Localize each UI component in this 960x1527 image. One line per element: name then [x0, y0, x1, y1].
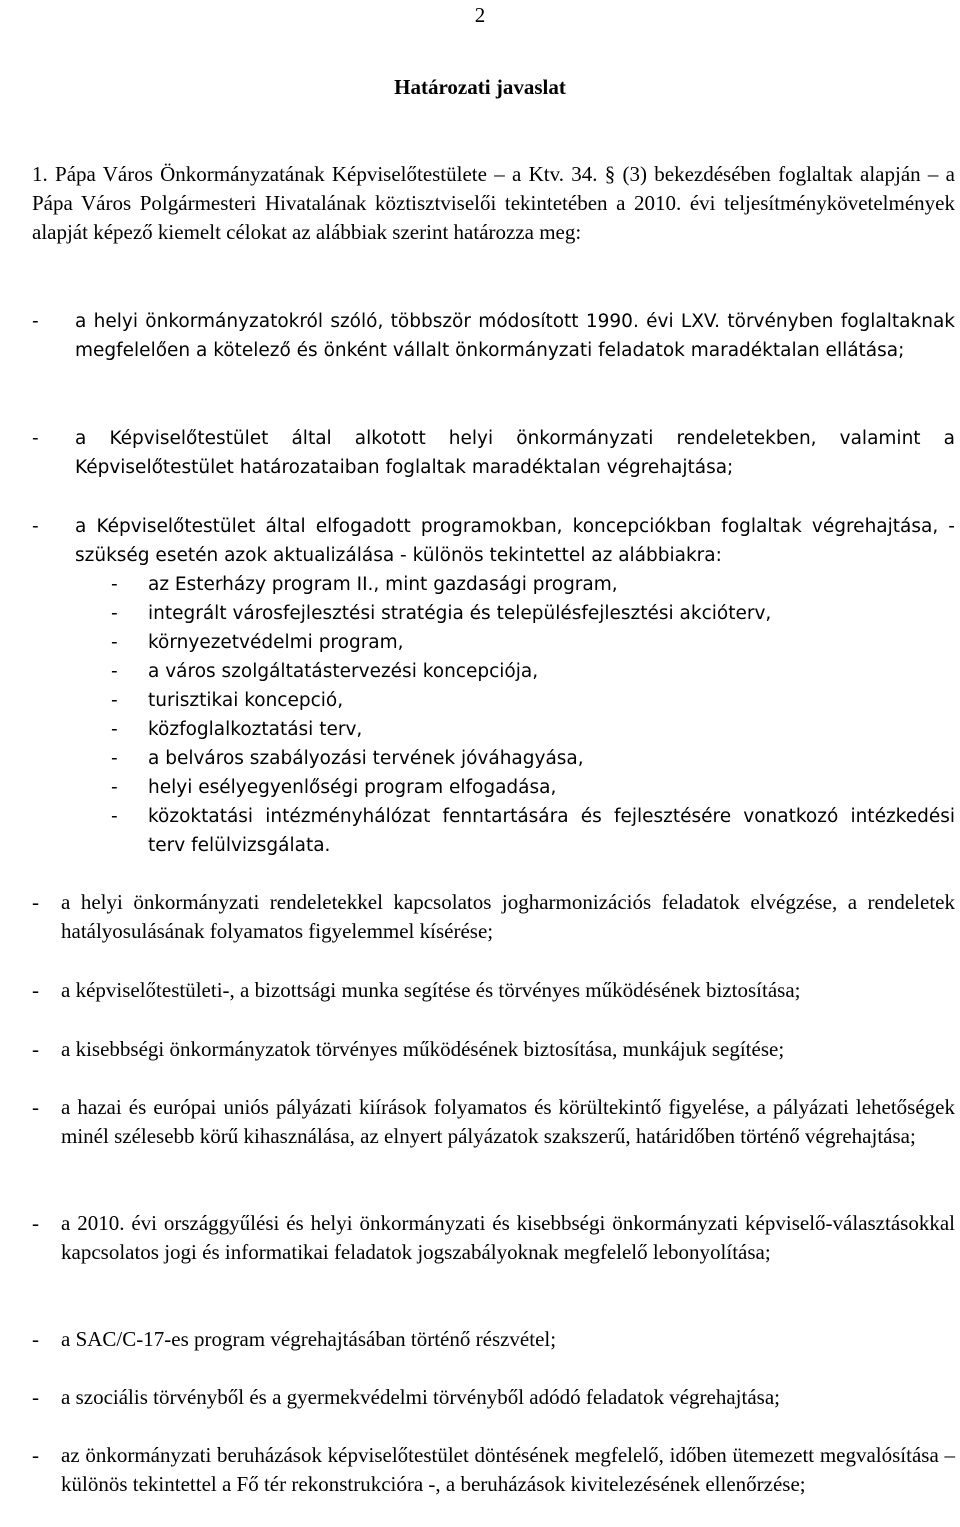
list-dash: - [32, 428, 39, 449]
sub-dash: - [111, 574, 118, 595]
sub-item-text: közoktatási intézményhálózat fenntartására és fejlesztésére vonatkozó intézkedési terv felülvizsgálata. [148, 806, 955, 856]
list-item [32, 1035, 955, 1064]
list-item-text: a hazai és európai uniós pályázati kiírások folyamatos és körültekintő figyelése, a pályázati lehetőségek minél szélesebb körű kihasználása, az elnyert pályázatok szakszerű, határidőben történő végrehajtása; [61, 1095, 955, 1148]
sub-item-text: a város szolgáltatástervezési koncepciója, [148, 661, 539, 682]
list-dash: - [32, 311, 39, 332]
intro-text: Pápa Város Önkormányzatának Képviselőtestülete – a Ktv. 34. § (3) bekezdésében foglaltak alapján – a Pápa Város Polgármesteri Hivatalának köztisztviselői tekintetében a 2010. évi teljesítménykövetelmények alapját képező kiemelt célokat az alábbiak szerint határozza meg: [32, 162, 955, 244]
list-dash: - [32, 1327, 39, 1351]
list-item-text: a Képviselőtestület által elfogadott programokban, koncepciókban foglaltak végrehajtása, - szükség esetén azok aktualizálása - különös tekintettel az alábbiakra: [75, 516, 955, 566]
list-item-text: a szociális törvényből és a gyermekvédelmi törvényből adódó feladatok végrehajtása; [61, 1385, 780, 1409]
sub-list-item [111, 628, 955, 657]
list-item [32, 1441, 955, 1499]
list-item-text: a 2010. évi országgyűlési és helyi önkormányzati és kisebbségi önkormányzati képviselő-választásokkal kapcsolatos jogi és informatikai feladatok jogszabályoknak megfelelő lebonyolítása; [61, 1211, 955, 1264]
sub-item-text: integrált városfejlesztési stratégia és településfejlesztési akcióterv, [148, 603, 772, 624]
sub-dash: - [111, 748, 118, 769]
list-dash: - [32, 516, 39, 537]
sub-dash: - [111, 661, 118, 682]
sub-list [111, 570, 955, 860]
list-item-text: a SAC/C-17-es program végrehajtásában történő részvétel; [61, 1327, 557, 1351]
page-number: 2 [474, 3, 486, 27]
sub-list-item [111, 715, 955, 744]
list-dash: - [32, 1095, 39, 1119]
sub-dash: - [111, 632, 118, 653]
list-item [32, 888, 955, 946]
list-item [32, 307, 955, 365]
sub-list-item [111, 570, 955, 599]
sub-item-text: turisztikai koncepció, [148, 690, 344, 711]
list-item [32, 1325, 955, 1354]
sub-item-text: környezetvédelmi program, [148, 632, 404, 653]
sub-item-text: a belváros szabályozási tervének jóváhagyása, [148, 748, 584, 769]
sub-dash: - [111, 777, 118, 798]
sub-dash: - [111, 603, 118, 624]
sub-dash: - [111, 806, 118, 827]
list-dash: - [32, 1443, 39, 1467]
list-item [32, 1383, 955, 1412]
list-item-text: az önkormányzati beruházások képviselőtestület döntésének megfelelő, időben ütemezett megvalósítása – különös tekintettel a Fő tér rekonstrukcióra -, a beruházások kivitelezésének ellenőrzése; [61, 1443, 955, 1496]
sub-dash: - [111, 719, 118, 740]
list-dash: - [32, 890, 39, 914]
sub-item-text: helyi esélyegyenlőségi program elfogadása, [148, 777, 557, 798]
list-item-text: a kisebbségi önkormányzatok törvényes működésének biztosítása, munkájuk segítése; [61, 1037, 785, 1061]
sub-dash: - [111, 690, 118, 711]
list-item-text: a helyi önkormányzati rendeletekkel kapcsolatos jogharmonizációs feladatok elvégzése, a rendeletek hatályosulásának folyamatos figyelemmel kísérése; [61, 890, 955, 943]
sub-list-item [111, 599, 955, 628]
list-item-text: a Képviselőtestület által alkotott helyi önkormányzati rendeletekben, valamint a Képviselőtestület határozataiban foglaltak maradéktalan végrehajtása; [75, 428, 955, 478]
list-dash: - [32, 1037, 39, 1061]
document-title: Határozati javaslat [394, 75, 566, 99]
list-item-text: a helyi önkormányzatokról szóló, többször módosított 1990. évi LXV. törvényben foglaltaknak megfelelően a kötelező és önként vállalt önkormányzati feladatok maradéktalan ellátása; [75, 311, 955, 361]
list-dash: - [32, 1211, 39, 1235]
sub-list-item [111, 686, 955, 715]
sub-list-item [111, 657, 955, 686]
intro-number: 1. [32, 162, 48, 186]
sub-item-text: közfoglalkoztatási terv, [148, 719, 363, 740]
sub-item-text: az Esterházy program II., mint gazdasági program, [148, 574, 618, 595]
intro-paragraph [32, 160, 955, 247]
list-item [32, 1209, 955, 1267]
list-item-text: a képviselőtestületi-, a bizottsági munka segítése és törvényes működésének biztosítása; [61, 978, 801, 1002]
list-dash: - [32, 978, 39, 1002]
list-dash: - [32, 1385, 39, 1409]
sub-list-item [111, 802, 955, 860]
list-item [32, 1093, 955, 1151]
sub-list-item [111, 773, 955, 802]
list-item [32, 424, 955, 482]
sub-list-item [111, 744, 955, 773]
list-item [32, 512, 955, 570]
list-item [32, 976, 955, 1005]
